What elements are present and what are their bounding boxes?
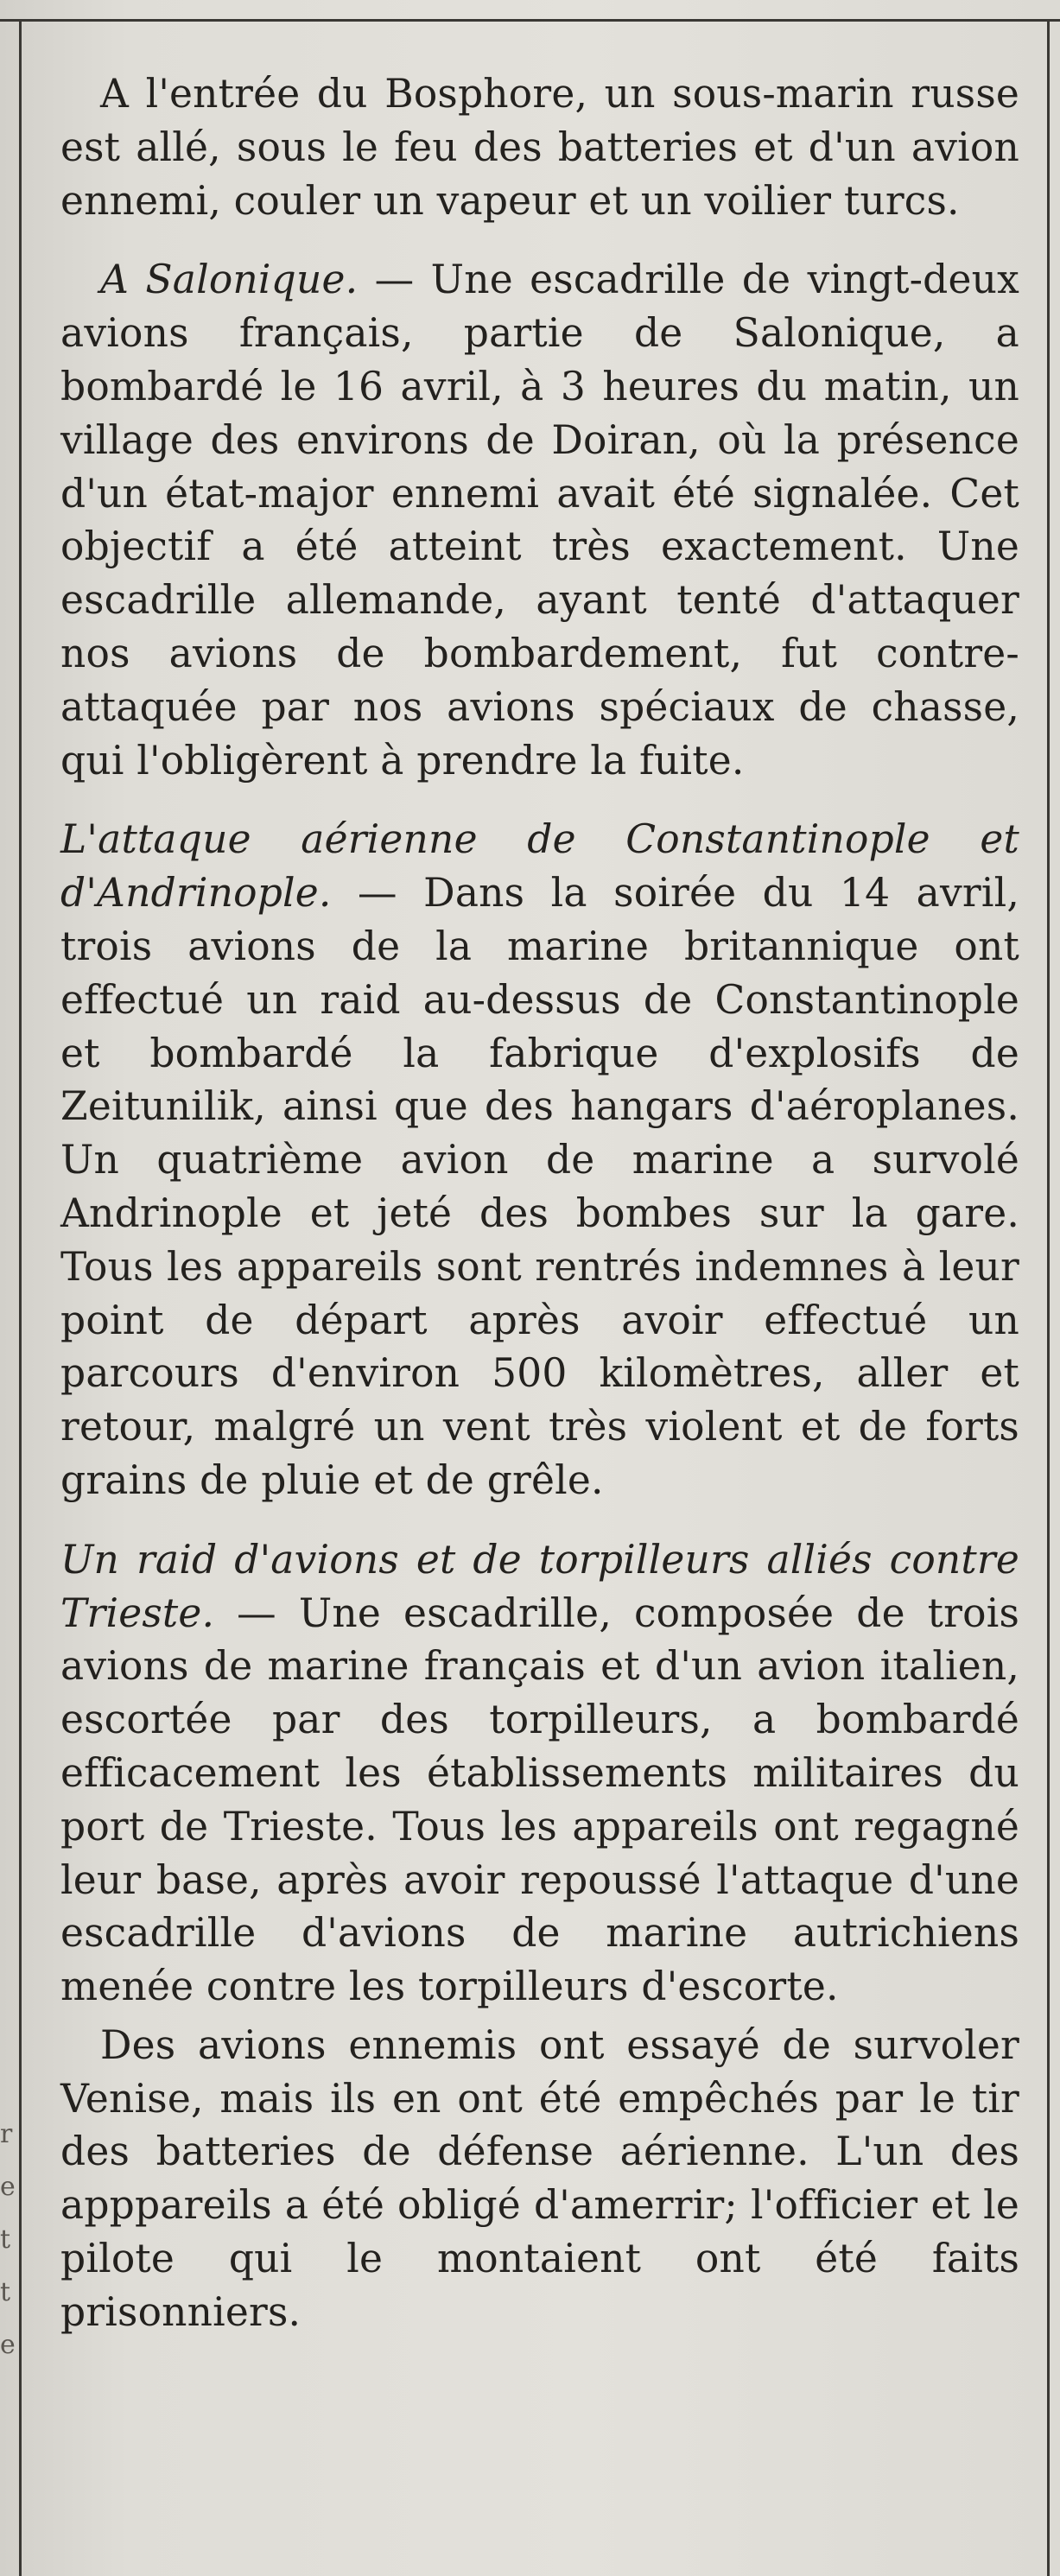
paragraph-trieste-text: — Une escadrille, composée de trois avions de marine français et d'un avion italien, escortée par des torpilleurs, a bombardé efficacement les établissements militaires du port de Trieste. Tous les appareils ont regagné leur base, après avoir repoussé l'attaque d'une escadrille d'avions de marine autrichiens menée contre les torpilleurs d'escorte. (60, 1589, 1019, 2010)
margin-mark: e (0, 2330, 16, 2360)
top-column-rule (0, 19, 1060, 22)
margin-mark: e (0, 2172, 16, 2202)
paragraph-bosphore (60, 67, 1019, 227)
left-column-rule (19, 21, 22, 2576)
heading-trieste: Un raid d'avions et de torpilleurs alliés contre Trieste. (60, 1536, 1019, 1636)
left-margin-marks (0, 2108, 16, 2371)
right-column-rule (1047, 21, 1050, 2576)
heading-constantinople: L'attaque aérienne de Constantinople et d'Andrinople. (60, 816, 1019, 917)
paragraph-salonique (60, 253, 1019, 787)
paragraph-venise-text: Des avions ennemis ont essayé de survoler Venise, mais ils en ont été empêchés par le tir des batteries de défense aérienne. L'un des apppareils a été obligé d'amerrir; l'officier et le pilote qui le montaient ont été faits prisonniers. (60, 2021, 1019, 2335)
paragraph-bosphore-text: A l'entrée du Bosphore, un sous-marin russe est allé, sous le feu des batteries et d'un avion ennemi, couler un vapeur et un voilier turcs. (60, 71, 1019, 224)
paragraph-constantinople-text: — Dans la soirée du 14 avril, trois avions de la marine britannique ont effectué un raid au-dessus de Constantinople et bombardé la fabrique d'explosifs de Zeitunilik, ainsi que des hangars d'aéroplanes. Un quatrième avion de marine a survolé Andrinople et jeté des bombes sur la gare. Tous les appareils sont rentrés indemnes à leur point de départ après avoir effectué un parcours d'environ 500 kilomètres, aller et retour, malgré un vent très violent et de forts grains de pluie et de grêle. (60, 870, 1019, 1503)
paragraph-venise (60, 2019, 1019, 2339)
article-column (60, 67, 1019, 2339)
heading-salonique: A Salonique. (100, 257, 359, 303)
margin-mark: t (0, 2224, 11, 2255)
paragraph-constantinople (60, 813, 1019, 1507)
paragraph-salonique-text: — Une escadrille de vingt-deux avions français, partie de Salonique, a bombardé le 16 avril, à 3 heures du matin, un village des environs de Doiran, où la présence d'un état-major ennemi avait été signalée. Cet objectif a été atteint très exactement. Une escadrille allemande, ayant tenté d'attaquer nos avions de bombardement, fut contre-attaquée par nos avions spéciaux de chasse, qui l'obligèrent à prendre la fuite. (60, 257, 1019, 784)
paragraph-trieste (60, 1533, 1019, 2014)
margin-mark: t (0, 2277, 11, 2307)
margin-mark: r (0, 2119, 13, 2149)
